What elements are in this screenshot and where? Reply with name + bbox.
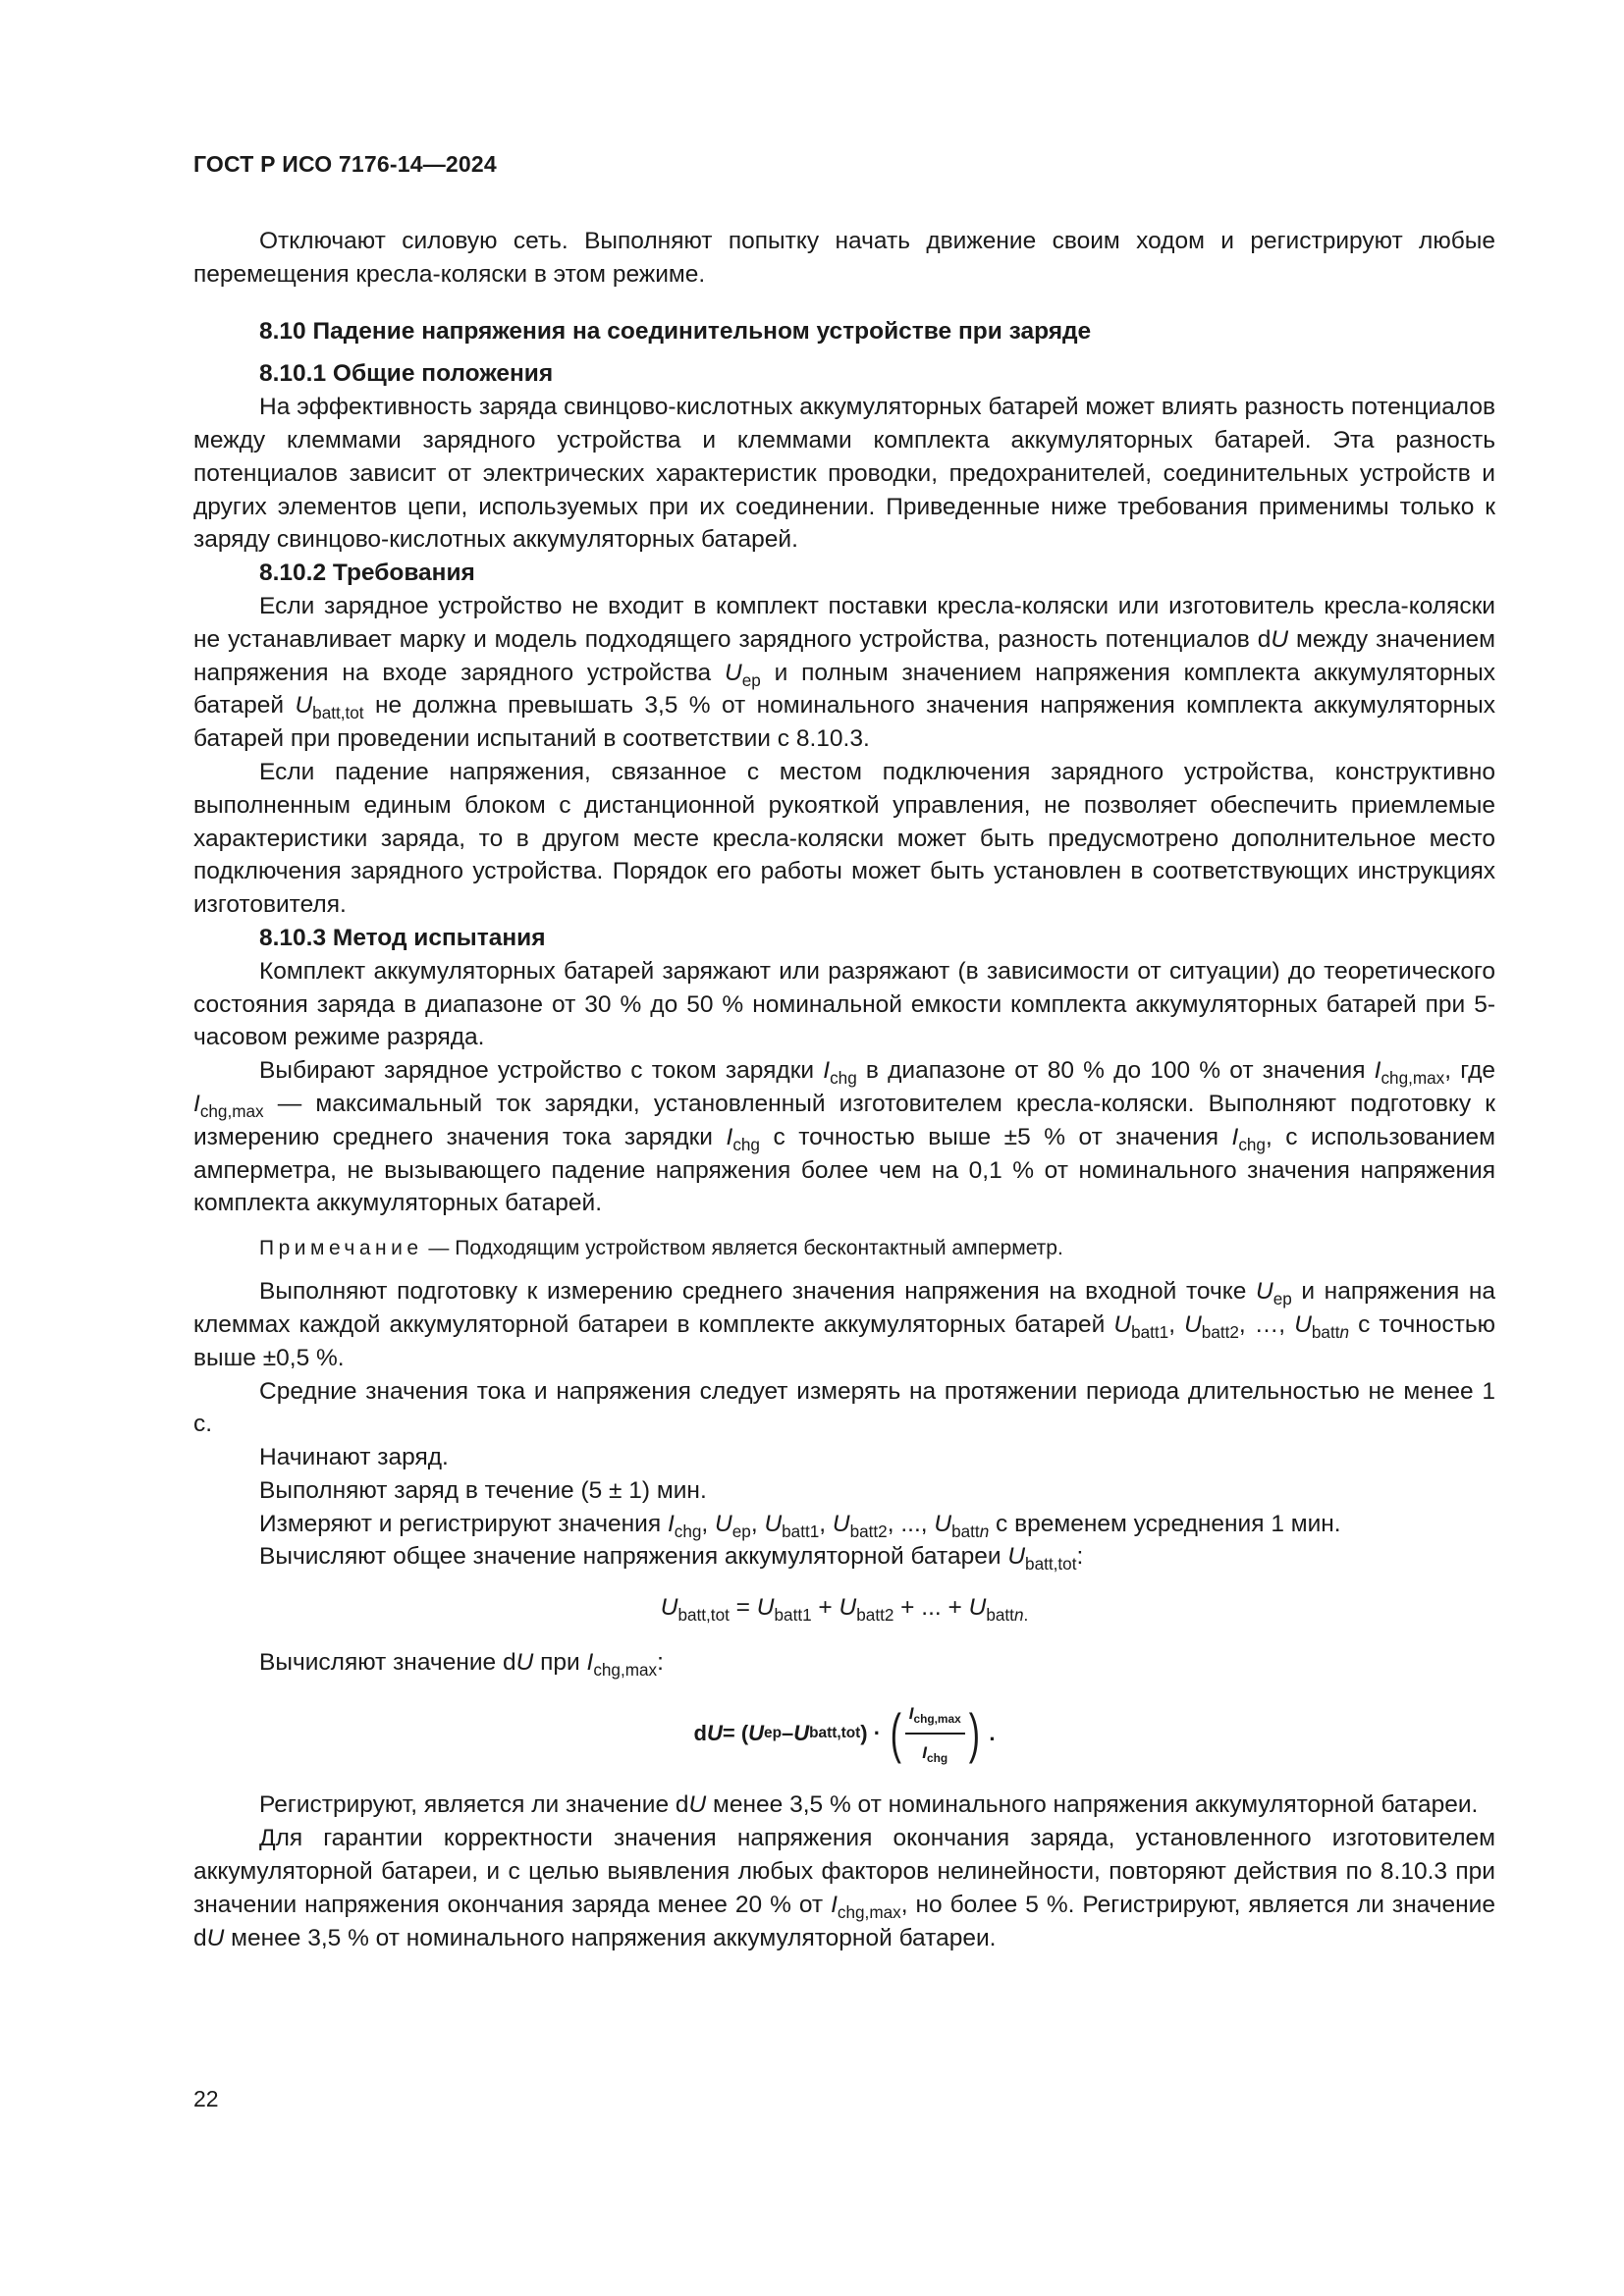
paragraph-test-method-9: Вычисляют значение dU при $I_{chg,max}$: xyxy=(259,1649,664,1681)
formula-batt-total: $U_{batt,tot} = U_{batt1} + U_{batt2}$ + ... + $U_{battn.}$ xyxy=(660,1594,1029,1626)
fraction-numerator: $I_{chg,max}$ xyxy=(905,1697,965,1735)
paragraph-requirements-2: Если падение напряжения, связанное с местом подключения зарядного устройства, конструктивно выполненным единым блоком с дистанционной рукояткой управления, не позволяет обеспечить приемлемые характеристики заряда, то в другом месте кресла-коляски может быть предусмотрено дополнительное место подключения зарядного устройства. Порядок его работы может быть установлен в соответствующих инструкциях изготовителя. xyxy=(193,758,1495,919)
formula-du: d U = ( U ep – U batt,tot ) · ( $\frac{I_{chg,max}}{I_{chg}}$ ) . xyxy=(193,1697,1495,1770)
intro-paragraph: Отключают силовую сеть. Выполняют попытку начать движение своим ходом и регистрируют любые перемещения кресла-коляски в этом режиме. xyxy=(193,228,1495,288)
paragraph-test-method-6: Выполняют заряд в течение (5 ± 1) мин. xyxy=(259,1476,707,1504)
paragraph-test-method-8: Вычисляют общее значение напряжения аккумуляторной батареи $U_{batt,tot}$: xyxy=(259,1543,1084,1575)
paragraph-test-method-7: Измеряют и регистрируют значения $I_{chg}$, $U_{ep}$, $U_{batt1}$, $U_{batt2}$, ..., $U_{battn}$ с временем усреднения 1 мин. xyxy=(259,1510,1341,1541)
page-number: 22 xyxy=(193,2086,219,2111)
section-title-8-10: 8.10 Падение напряжения на соединительном устройстве при заряде xyxy=(259,317,1092,345)
paragraph-test-method-5: Начинают заряд. xyxy=(259,1444,449,1471)
subsection-title-8-10-3: 8.10.3 Метод испытания xyxy=(259,924,546,951)
note-text: — Подходящим устройством является бесконтактный амперметр. xyxy=(422,1237,1063,1260)
paragraph-test-method-4: Средние значения тока и напряжения следует измерять на протяжении периода длительностью не менее 1 с. xyxy=(193,1377,1495,1438)
document-body xyxy=(193,225,1495,1954)
fraction xyxy=(905,1697,965,1770)
subsection-title-8-10-1: 8.10.1 Общие положения xyxy=(259,360,554,388)
paragraph-test-method-10: Регистрируют, является ли значение dU менее 3,5 % от номинального напряжения аккумуляторной батареи. xyxy=(259,1791,1479,1819)
subsection-title-8-10-2: 8.10.2 Требования xyxy=(259,560,475,587)
note xyxy=(193,1234,1495,1263)
paragraph-test-method-1: Комплект аккумуляторных батарей заряжают или разряжают (в зависимости от ситуации) до теоретического состояния заряда в диапазоне от 30 % до 50 % номинальной емкости комплекта аккумуляторных батарей при 5-часовом режиме разряда. xyxy=(193,957,1495,1051)
fraction-with-parens: ( $\frac{I_{chg,max}}{I_{chg}}$ ) xyxy=(887,1697,983,1770)
document-code: ГОСТ Р ИСО 7176-14—2024 xyxy=(193,151,497,177)
fraction-denominator: $I_{chg}$ xyxy=(922,1742,948,1765)
note-label: Примечание xyxy=(259,1237,423,1260)
paragraph-test-method-2: Выбирают зарядное устройство с током зарядки $I_{chg}$ в диапазоне от 80 % до 100 % от значения $I_{chg,max}$, где $I_{chg,max}$ — максимальный ток зарядки, установленный изготовителем кресла-коляски. Выполняют подготовку к измерению среднего значения тока зарядки $I_{chg}$ с точностью выше ±5 % от значения $I_{chg}$, с использованием амперметра, не вызывающего падение напряжения более чем на 0,1 % от номинального значения напряжения комплекта аккумуляторных батарей. xyxy=(193,1057,1495,1217)
paragraph-test-method-11: Для гарантии корректности значения напряжения окончания заряда, установленного изготовителем аккумуляторной батареи, и с целью выявления любых факторов нелинейности, повторяют действия по 8.10.3 при значении напряжения окончания заряда менее 20 % от $I_{chg,max}$, но более 5 %. Регистрируют, является ли значение dU менее 3,5 % от номинального напряжения аккумуляторной батареи. xyxy=(193,1825,1495,1951)
paragraph-test-method-3: Выполняют подготовку к измерению среднего значения напряжения на входной точке $U_{ep}$ и напряжения на клеммах каждой аккумуляторной батареи в комплекте аккумуляторных батарей $U_{batt1}$, $U_{batt2}$, …, $U_{battn}$ с точностью выше ±0,5 %. xyxy=(193,1278,1495,1371)
paragraph-requirements-1: Если зарядное устройство не входит в комплект поставки кресла-коляски или изготовитель кресла-коляски не устанавливает марку и модель подходящего зарядного устройства, разность потенциалов dU между значением напряжения на входе зарядного устройства $U_{ep}$ и полным значением напряжения комплекта аккумуляторных батарей $U_{batt,tot}$ не должна превышать 3,5 % от номинального значения напряжения комплекта аккумуляторных батарей при проведении испытаний в соответствии с 8.10.3. xyxy=(193,592,1495,753)
paragraph-general-provisions: На эффективность заряда свинцово-кислотных аккумуляторных батарей может влиять разность потенциалов между клеммами зарядного устройства и клеммами комплекта аккумуляторных батарей. Эта разность потенциалов зависит от электрических характеристик проводки, предохранителей, соединительных устройств и других элементов цепи, используемых при их соединении. Приведенные ниже требования применимы только к заряду свинцово-кислотных аккумуляторных батарей. xyxy=(193,394,1495,554)
